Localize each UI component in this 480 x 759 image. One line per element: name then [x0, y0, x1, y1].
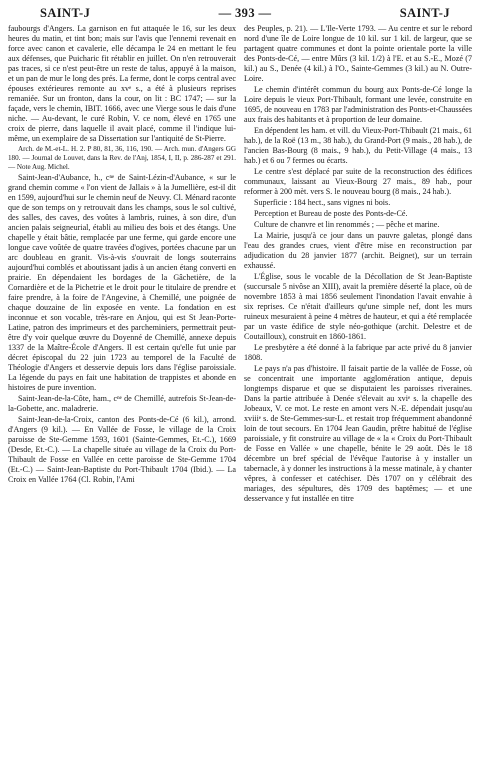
- paragraph: des Peuples, p. 21). — L'Ile-Verte 1793. — Au centre et sur le rebord nord d'une île de Loire longue de 10 kil. sur 1 kil. de largeur, que se partagent quatre communes et dont la pointe orientale porte la ville des Ponts-de-Cé, — entre Mûrs (3 kil. 1/2) à l'E. et au S.-E., Mozé (7 kil.) au S., Denée (4 kil.) à l'O., Sainte-Gemmes (3 kil.) au N. Outre-Loire.: [244, 24, 472, 83]
- header-right: SAINT-J: [399, 6, 450, 20]
- paragraph: faubourgs d'Angers. La garnison en fut attaquée le 16, sur les deux heures du matin, et tint bon; mais sur l'avis que l'ennemi revenait en force avec canon et cavalerie, elle décampa le 24 en mettant le feu aux défenses, que Puicharic fit rétablir en juillet. On n'en retrouverait pas traces, si ce n'est peut-être un reste de talus, appuyé à la maison, et un pan de mur le long des prés. La ferme, dont le corps central avec épouses extérieures remonte au xvᵉ s., a été à plusieurs reprises remaniée. Sur un fronton, dans la cour, on lit : BC 1747; — sur la façade, vers le chemin, IBIT. 1666, avec une Vierge sous le dais d'une niche. — Au-devant, le curé Robin, V. ce nom, élevé en 1765 une croix de pierre, dans laquelle il avait placé, comme il l'indique lui-même, un exemplaire de sa Dissertation sur l'antiquité de St-Pierre.: [8, 24, 236, 143]
- text-columns: [8, 24, 472, 758]
- paragraph: Superficie : 184 hect., sans vignes ni bois.: [254, 198, 391, 207]
- source-notes: Arch. de M.-et-L. H. 2. P 80, 81, 36, 116, 190. — Arch. mun. d'Angers GG 180. — Journal de Louvet, dans la Rev. de l'Anj, 1854, I, II, p. 286-287 et 291. — Note Aug. Michel.: [8, 145, 236, 171]
- entry-saint-jean-d-aubance: Saint-Jean-d'Aubance, h., cⁿᵉ de Saint-Lézin-d'Aubance, « sur le grand chemin comme « l'on vient de Jallais » à la Jumellière, est-il dit en 1599, aujourd'hui sur le chemin neuf de Neuvy. Cl. Ménard raconte que de son temps on y retrouvait dans les champs, sous le sol cultivé, des salles, des caves, des voûtes à lambris, ruines, à son dire, d'un ancien palais seigneurial, établi au milieu des bois et des étangs. Une chapelle y était bâtie, remplacée par une ferme, qui garde encore une longue cave voûtée de quatre travées d'ogives, portées chacune par un arc doubleau en granit. Vis-à-vis s'ouvrait de longs souterrains aujourd'hui comblés et aboutissant jadis à un ancien étang converti en prairie. En dépendaient les bordages de la Gâchetière, de la Cornardière et de la Pichetrie et le droit pour le titulaire de prendre et faire prendre, à la foire de l'Angevine, à Chemillé, une poignée de chaque douzaine de lin exposée en vente. La fondation en est inconnue et son vocable, très-rare en Anjou, qui est St Jean-Porte-Latine, patron des imprimeurs et des parcheminiers, permettrait peut-être d'y voir quelque œuvre du Doyenné de Chemillé, annexe depuis 1337 de la Maître-École d'Angers. Il est certain qu'elle fut unie par décret épiscopal du 22 juin 1723 au temporel de la Faculté de Théologie d'Angers et desservie depuis lors dans l'église paroissiale. La légende du pays en fait une habitation de trappistes et abonde en histoires de pure invention.: [8, 173, 236, 392]
- paragraph: Le pays n'a pas d'histoire. Il faisait partie de la vallée de Fosse, où se concentrait une importante agglomération antique, depuis longtemps disparue et que se disputaient les paroisses riveraines. Dans la partie attribuée à Denée s'élevait au xviᵉ s. la chapelle des Jobeaux, V. ce mot. Le reste en amont vers N.-E. dépendait jusqu'au xviiiᵉ s. de Ste-Gemmes-sur-L. et restait trop fréquemment abandonné loin de tout secours. En 1704 Jean Gaudin, prêtre habitué de l'église paroissiale, y fit construire au village de « la « Croix du Port-Thibault de Fosse en Vallée » une chapelle, bénite le 29 août. Dès le 18 décembre un bref spécial de l'évêque l'autorise à y installer un tabernacle, à y donner les instructions à la messe matinale, à y chanter vêpres, à confesser et catéchiser. Dès 1707 on y célébrait des mariages, des sépultures, dès 1709 des baptêmes; — et une desservance y fut installée en titre: [244, 364, 472, 503]
- paragraph: Culture de chanvre et lin renommés ; — pêche et marine.: [254, 220, 440, 229]
- left-column: [8, 24, 236, 758]
- paragraph: Le centre s'est déplacé par suite de la reconstruction des édifices communaux, laissant au Vieux-Bourg 27 mais., 89 hab., pour reformer à 200 mèt. vers S. le nouveau bourg (8 mais., 24 hab.).: [244, 167, 472, 196]
- paragraph: La Mairie, jusqu'à ce jour dans un pauvre galetas, plongé dans l'eau des grandes crues, vient d'être mise en reconstruction par adjudication du 28 janvier 1877 (archit. Beignet), sur un terrain exhaussé.: [244, 231, 472, 270]
- paragraph: Le presbytère a été donné à la fabrique par acte privé du 8 janvier 1808.: [244, 343, 472, 362]
- page-number: — 393 —: [218, 6, 272, 20]
- paragraph: Le chemin d'intérêt commun du bourg aux Ponts-de-Cé longe la Loire depuis le vieux Port-Thibault, formant une levée, construite en 1695, de nouveau en 1783 par l'administration des Ponts-et-Chaussées aux frais des habitants et à proportion de leur domaine.: [244, 85, 472, 124]
- paragraph: Perception et Bureau de poste des Ponts-de-Cé.: [254, 209, 408, 218]
- header-left: SAINT-J: [40, 6, 91, 20]
- paragraph: En dépendent les ham. et vill. du Vieux-Port-Thibault (21 mais., 61 hab.), de la Roë (13 m., 38 hab.), du Grand-Port (9 mais., 28 hab.), de l'ancien Bas-Bourg (8 mais., 9 hab.), du Petit-Village (4 mais., 13 hab.) et 6 ou 7 fermes ou écarts.: [244, 126, 472, 165]
- entry-saint-jean-de-la-croix: Saint-Jean-de-la-Croix, canton des Ponts-de-Cé (6 kil.), arrond. d'Angers (9 kil.). — En Vallée de Fosse, le village de la Croix paroisse de Ste-Gemme 1593, 1601 (Sainte-Gemmes, Et.-C.), 1669 (Desde, Et.-C.). — La chapelle située au village de la Croix du Port-Thibault de Fosse en Vallée en cette paroisse de Ste-Gemme 1704 (Et.-C.) — Saint-Jean-Baptiste du Port-Thibault 1704 (Ibid.). — La Croix en Vallée 1764 (Cl. Robin, l'Ami: [8, 415, 236, 484]
- right-column: [244, 24, 472, 758]
- entry-saint-jean-de-la-cote: Saint-Jean-de-la-Côte, ham., cⁿᵉ de Chemillé, autrefois St-Jean-de-la-Gobette, anc. maladrerie.: [8, 394, 236, 413]
- paragraph: L'Église, sous le vocable de la Décollation de St Jean-Baptiste (succursale 5 nivôse an XIII), avait la première déserté la place, où de novembre 1853 à mai 1856 seulement l'inondation l'avait envahie à six reprises. Ce n'était d'ailleurs qu'une simple nef, dont les murs ruineux mesuraient à peine 4 mètres de hauteur, et qui a été remplacée par un vaste édifice de style néo-gothique (archit. Delestre et de Coutailloux), construit en 1860-1861.: [244, 272, 472, 341]
- running-header: [8, 6, 472, 22]
